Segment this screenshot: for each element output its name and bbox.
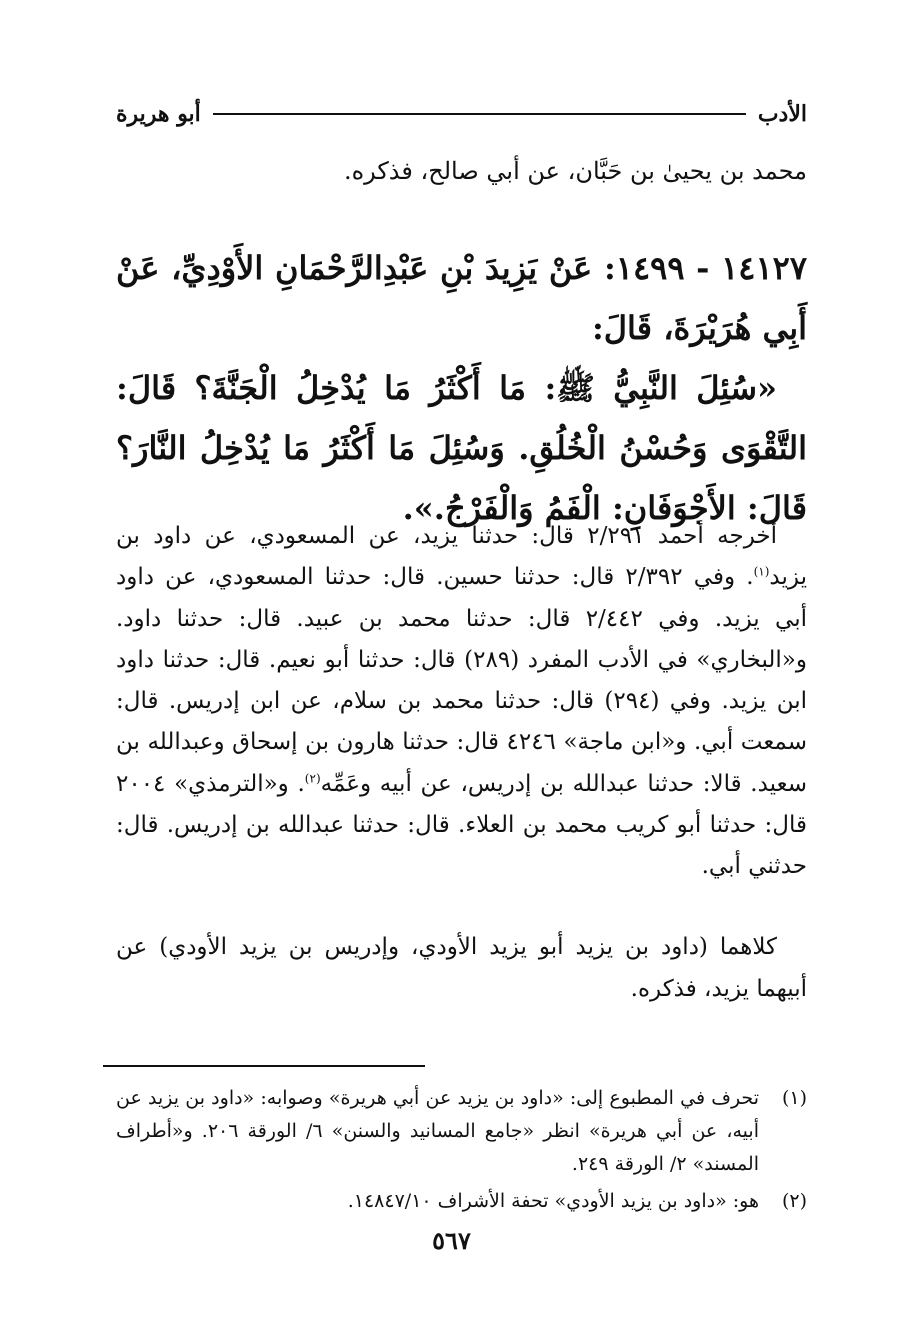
footnotes bbox=[116, 1082, 807, 1222]
page-number: ٥٦٧ bbox=[432, 1226, 471, 1255]
footnote-text: هو: «داود بن يزيد الأودي» تحفة الأشراف ١٤٨٤٧/١٠. bbox=[347, 1190, 759, 1212]
summary-paragraph: كلاهما (داود بن يزيد أبو يزيد الأودي، وإدريس بن يزيد الأودي) عن أبيهما يزيد، فذكره. bbox=[116, 934, 807, 1002]
takhrij-part-1: أخرجه أحمد ٢/٢٩١ قال: حدثنا يزيد، عن المسعودي، عن داود بن يزيد bbox=[116, 523, 807, 591]
takhrij-part-2: . وفي ٢/٣٩٢ قال: حدثنا حسين. قال: حدثنا المسعودي، عن داود أبي يزيد. وفي ٢/٤٤٢ قال: حدثنا محمد بن عبيد. قال: حدثنا داود. و«البخاري» في الأدب المفرد (٢٨٩) قال: حدثنا أبو نعيم. قال: حدثنا داود ابن يزيد. وفي (٢٩٤) قال: حدثنا محمد بن سلام، عن ابن إدريس. قال: سمعت أبي. و«ابن ماجة» ٤٢٤٦ قال: حدثنا هارون بن إسحاق وعبدالله بن سعيد. قالا: حدثنا عبدالله بن إدريس، عن أبيه وعَمِّه bbox=[116, 564, 808, 797]
footnote-item bbox=[116, 1082, 807, 1181]
header-rule bbox=[213, 113, 746, 115]
running-header bbox=[116, 96, 807, 132]
hadith-block bbox=[116, 238, 807, 538]
footnote-separator bbox=[103, 1065, 425, 1067]
hadith-isnad: عَنْ يَزِيدَ بْنِ عَبْدِالرَّحْمَانِ الأَوْدِيِّ، عَنْ أَبِي هُرَيْرَةَ، قَالَ: bbox=[116, 249, 807, 347]
footnote-ref-1[interactable]: (١) bbox=[753, 564, 770, 579]
footnote-text: تحرف في المطبوع إلى: «داود بن يزيد عن أبي هريرة» وصوابه: «داود بن يزيد عن أبيه، عن أبي هريرة» انظر «جامع المسانيد والسنن» ٦/ الورقة ٢٠٦. و«أطراف المسند» ٢/ الورقة ٢٤٩. bbox=[116, 1087, 759, 1175]
takhrij-part-3: . و«الترمذي» ٢٠٠٤ قال: حدثنا أبو كريب محمد بن العلاء. قال: حدثنا عبدالله بن إدريس. قال: حدثني أبي. bbox=[116, 770, 807, 880]
hadith-matn: «سُئِلَ النَّبِيُّ ﷺ: مَا أَكْثَرُ مَا يُدْخِلُ الْجَنَّةَ؟ قَالَ: التَّقْوَى وَحُسْنُ الْخُلُقِ. وَسُئِلَ مَا أَكْثَرُ مَا يُدْخِلُ النَّارَ؟ قَالَ: الأَجْوَفَانِ: الْفَمُ وَالْفَرْجُ.». bbox=[116, 369, 807, 527]
footnote-ref-2[interactable]: (٢) bbox=[304, 771, 321, 786]
hadith-number: ١٤١٢٧ - ١٤٩٩: bbox=[603, 249, 808, 287]
footnote-number: (٢) bbox=[781, 1190, 807, 1212]
section-title: أبو هريرة bbox=[116, 101, 201, 127]
footnote-item bbox=[116, 1185, 807, 1218]
takhrij-paragraph bbox=[116, 516, 807, 888]
chapter-title: الأدب bbox=[757, 101, 807, 127]
lead-paragraph: محمد بن يحيىٰ بن حَبَّان، عن أبي صالح، فذكره. bbox=[343, 157, 807, 185]
hadith-isnad-line bbox=[116, 238, 807, 358]
footnote-number: (١) bbox=[781, 1087, 807, 1109]
